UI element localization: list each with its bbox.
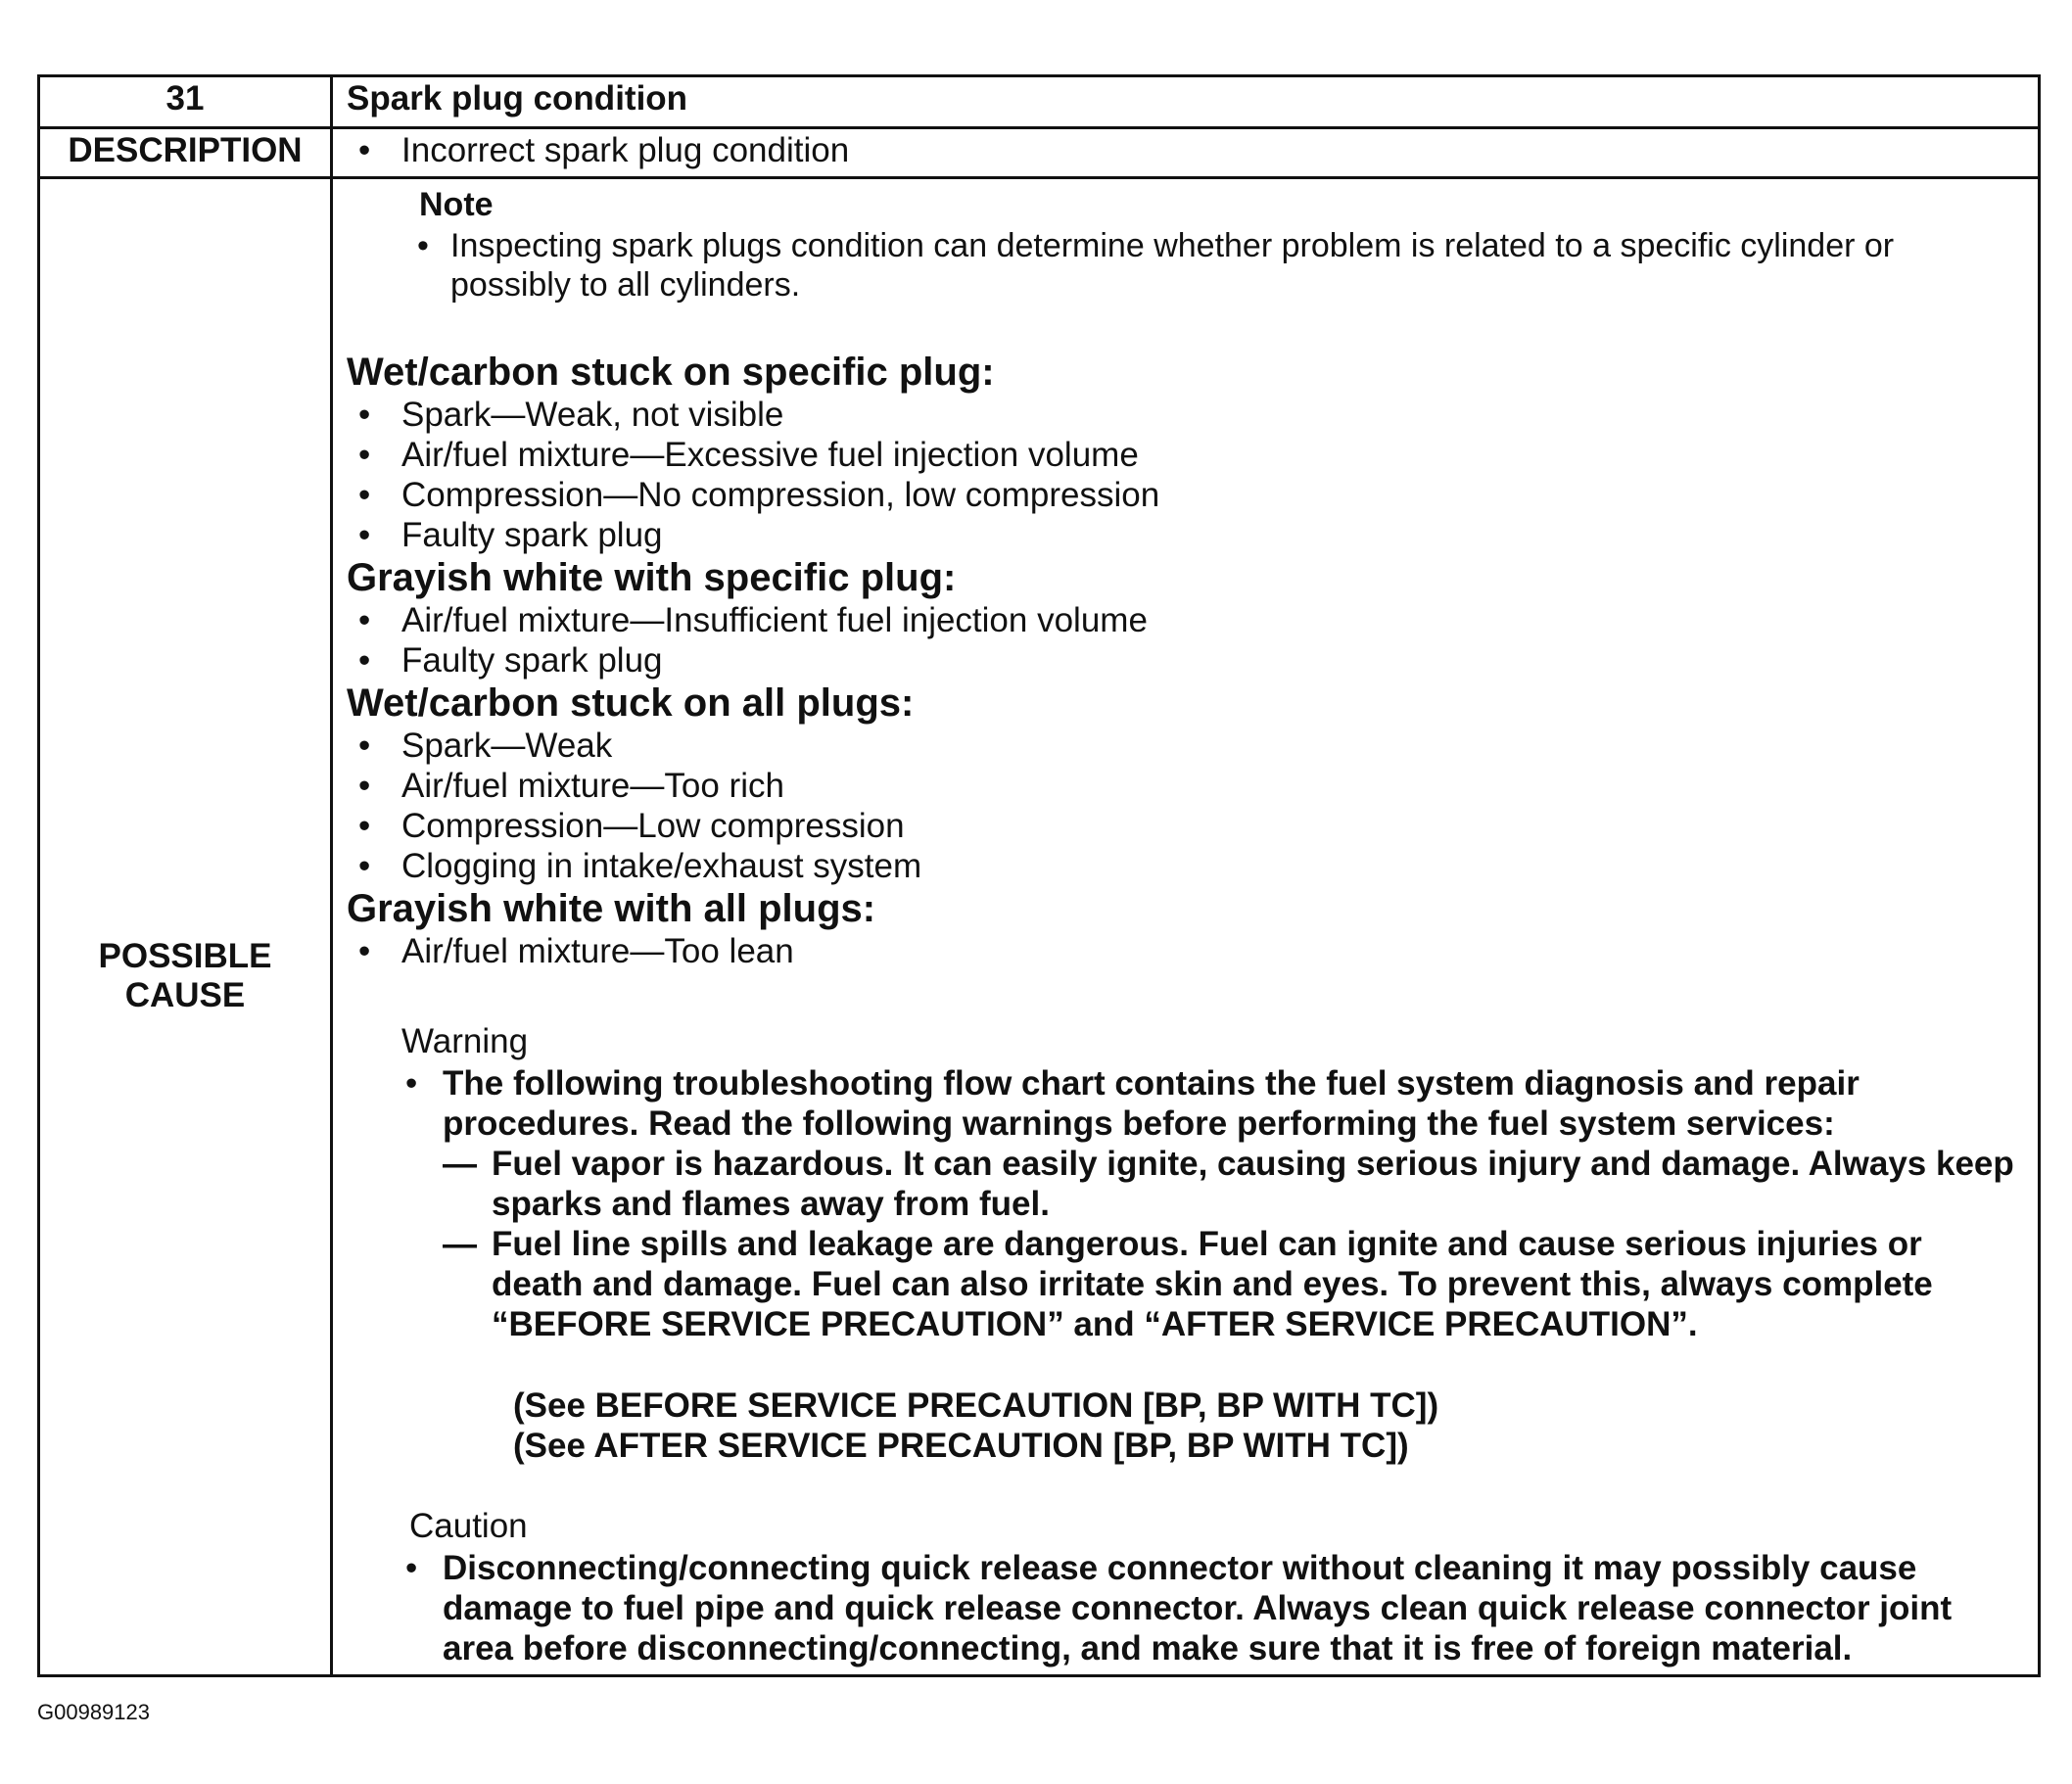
troubleshooting-table	[37, 74, 2041, 1677]
possible-cause-row	[39, 178, 2040, 1676]
possible-cause-label	[39, 178, 332, 1676]
cause-group	[347, 886, 2018, 971]
caution-item	[347, 1548, 2018, 1668]
cause-item	[347, 395, 2018, 435]
description-text: Incorrect spark plug condition	[401, 131, 850, 169]
bullet-icon: •	[405, 1549, 418, 1587]
bullet-icon: •	[358, 767, 371, 805]
cause-text: Air/fuel mixture—Excessive fuel injection volume	[401, 436, 1139, 474]
cause-text: Clogging in intake/exhaust system	[401, 847, 922, 885]
row-number: 31	[39, 76, 332, 128]
warning-dash-item	[347, 1224, 2018, 1344]
warning-dash-item	[347, 1144, 2018, 1224]
cause-item	[347, 726, 2018, 766]
description-label: DESCRIPTION	[39, 128, 332, 178]
cause-text: Faulty spark plug	[401, 641, 663, 680]
cause-item	[347, 475, 2018, 515]
possible-cause-content	[332, 178, 2040, 1676]
dash-icon: —	[443, 1225, 477, 1263]
cause-text: Air/fuel mixture—Too lean	[401, 932, 794, 970]
see-after-link[interactable]: (See AFTER SERVICE PRECAUTION [BP, BP WITH TC])	[513, 1427, 1409, 1465]
cause-text: Spark—Weak	[401, 727, 613, 765]
caution-heading: Caution	[409, 1507, 528, 1545]
bullet-icon: •	[358, 476, 371, 514]
cause-group	[347, 555, 2018, 681]
cause-text: Air/fuel mixture—Too rich	[401, 767, 784, 805]
cause-item	[347, 640, 2018, 681]
title-row	[39, 76, 2040, 128]
warning-dash-text: Fuel line spills and leakage are dangerous. Fuel can ignite and cause serious injuries or death and damage. Fuel can also irritate skin and eyes. To prevent this, always complete “BEFORE SERVICE PRECAUTION” and “AFTER SERVICE PRECAUTION”.	[492, 1225, 1933, 1343]
cause-group	[347, 681, 2018, 886]
description-item	[347, 129, 2038, 172]
group-heading: Grayish white with all plugs:	[347, 887, 876, 930]
cause-item	[347, 515, 2018, 555]
cause-item	[347, 931, 2018, 971]
cause-item	[347, 600, 2018, 640]
warning-heading: Warning	[401, 1022, 529, 1060]
note-text: Inspecting spark plugs condition can determine whether problem is related to a specific cylinder or possibly to all cylinders.	[450, 227, 1895, 304]
bullet-icon: •	[358, 516, 371, 554]
group-heading: Grayish white with specific plug:	[347, 556, 957, 599]
note-item	[347, 226, 2018, 305]
cause-text: Compression—No compression, low compression	[401, 476, 1160, 514]
bullet-icon: •	[358, 601, 371, 639]
figure-id: G00989123	[37, 1700, 150, 1724]
bullet-icon: •	[405, 1064, 418, 1103]
bullet-icon: •	[358, 847, 371, 885]
bullet-icon: •	[417, 227, 429, 264]
warning-item	[347, 1063, 2018, 1144]
cause-text: Compression—Low compression	[401, 807, 905, 845]
bullet-icon: •	[358, 131, 371, 169]
description-cell	[332, 128, 2040, 178]
dash-icon: —	[443, 1145, 477, 1183]
bullet-icon: •	[358, 807, 371, 845]
group-heading: Wet/carbon stuck on all plugs:	[347, 681, 915, 725]
warning-dash-text: Fuel vapor is hazardous. It can easily ignite, causing serious injury and damage. Always keep sparks and flames away from fuel.	[492, 1145, 2014, 1223]
warning-text: The following troubleshooting flow chart contains the fuel system diagnosis and repair procedures. Read the following warnings before performing the fuel system services:	[443, 1064, 1860, 1143]
bullet-icon: •	[358, 396, 371, 434]
possible-cause-label-line2: CAUSE	[124, 975, 246, 1014]
bullet-icon: •	[358, 932, 371, 970]
cause-text: Air/fuel mixture—Insufficient fuel injection volume	[401, 601, 1148, 639]
cause-text: Spark—Weak, not visible	[401, 396, 784, 434]
group-heading: Wet/carbon stuck on specific plug:	[347, 351, 995, 394]
cause-item	[347, 806, 2018, 846]
cause-text: Faulty spark plug	[401, 516, 663, 554]
possible-cause-label-line1: POSSIBLE	[98, 936, 272, 975]
bullet-icon: •	[358, 727, 371, 765]
caution-text: Disconnecting/connecting quick release connector without cleaning it may possibly cause damage to fuel pipe and quick release connector. Always clean quick release connector joint area before disconnecting/connecting, and make sure that it is free of foreign material.	[443, 1549, 1953, 1667]
note-heading: Note	[419, 186, 494, 223]
cause-item	[347, 846, 2018, 886]
row-title: Spark plug condition	[332, 76, 2040, 128]
cause-item	[347, 435, 2018, 475]
bullet-icon: •	[358, 436, 371, 474]
see-references	[347, 1385, 2018, 1466]
see-before-link[interactable]: (See BEFORE SERVICE PRECAUTION [BP, BP WITH TC])	[513, 1386, 1439, 1425]
description-row	[39, 128, 2040, 178]
cause-group	[347, 350, 2018, 555]
cause-item	[347, 766, 2018, 806]
bullet-icon: •	[358, 641, 371, 680]
